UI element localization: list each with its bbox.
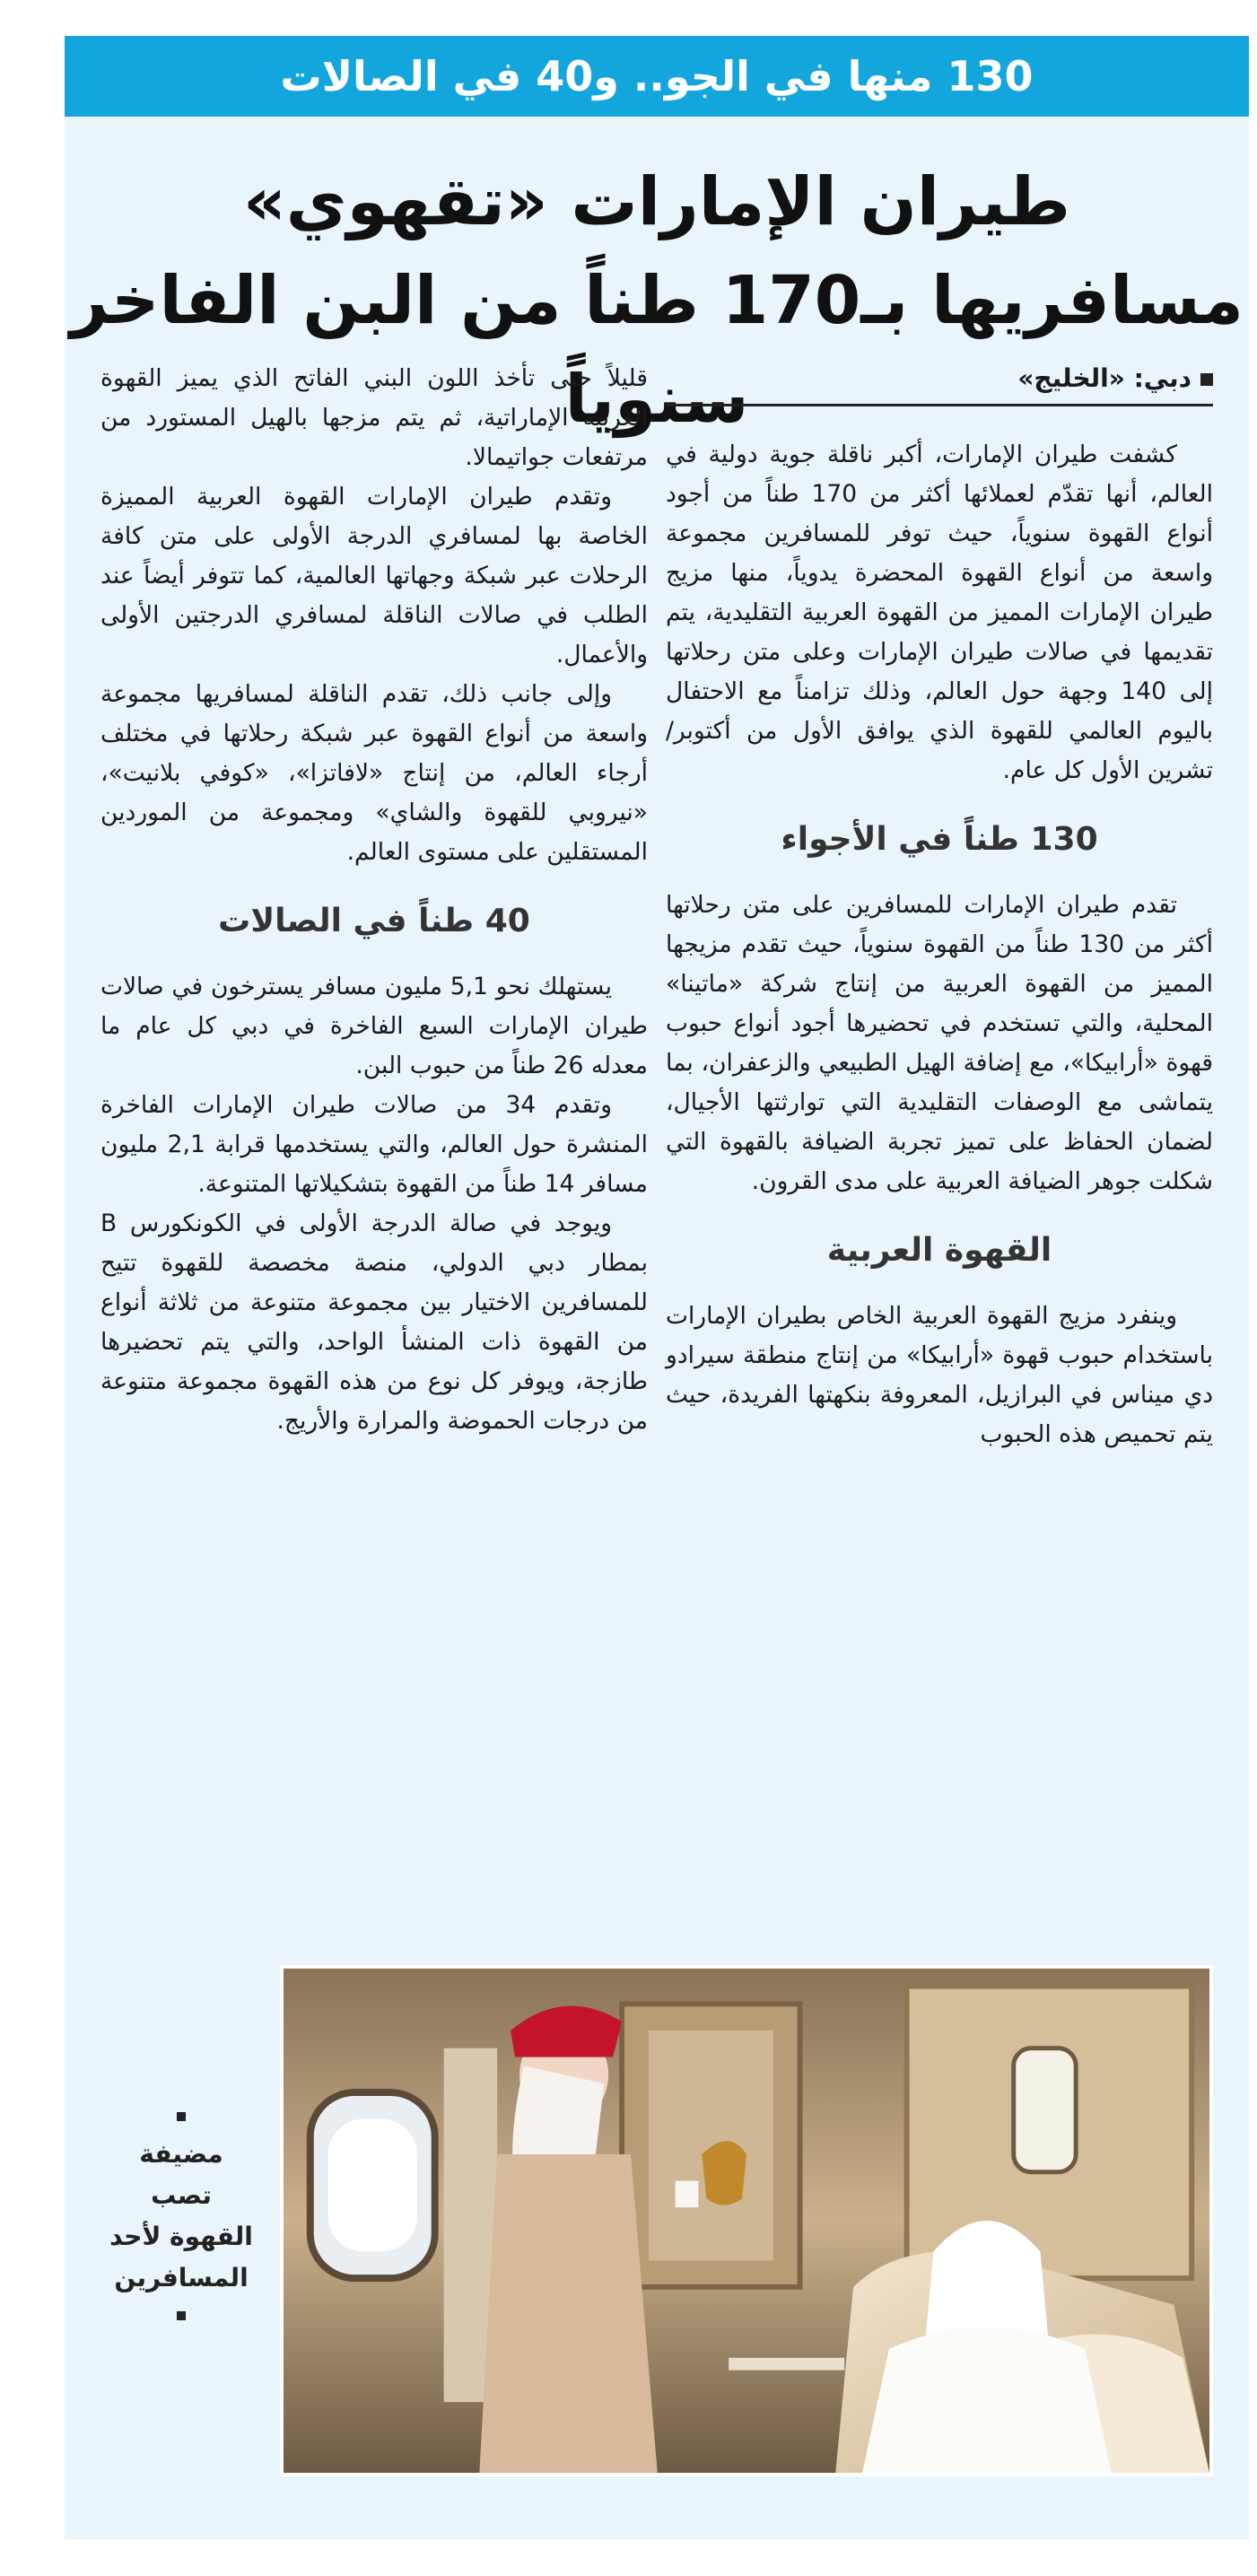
cabin-photo-illustration xyxy=(284,1969,1209,2473)
headline-line-1: طيران الإمارات «تقهوي» xyxy=(242,163,1071,240)
subheading: 130 طناً في الأجواء xyxy=(781,821,1098,858)
caption-line: القهوة لأحد xyxy=(109,2222,253,2251)
subheading: القهوة العربية xyxy=(826,1232,1052,1269)
bullet-icon xyxy=(177,2112,186,2121)
paragraph: وتقدم 34 من صالات طيران الإمارات الفاخرة المنشرة حول العالم، والتي يستخدمها قرابة 2,1 مليون مسافر 14 طناً من القهوة بتشكيلاتها المتنوعة. xyxy=(100,1091,648,1198)
paragraph: وينفرد مزيج القهوة العربية الخاص بطيران الإمارات باستخدام حبوب قهوة «أرابيكا» من إنتاج منطقة سيرادو دي ميناس في البرازيل، المعروفة بنكهتها الفريدة، حيث يتم تحميص هذه الحبوب xyxy=(666,1302,1213,1448)
paragraph: وتقدم طيران الإمارات القهوة العربية المميزة الخاصة بها لمسافري الدرجة الأولى على متن كافة الرحلات عبر شبكة وجهاتها العالمية، كما تتوفر أيضاً عند الطلب في صالات الناقلة لمسافري الدرجتين الأولى والأعمال. xyxy=(100,483,648,668)
headline-line-2: مسافريها بـ170 طناً من البن الفاخر سنوياً xyxy=(70,262,1244,438)
caption-line: المسافرين xyxy=(114,2263,249,2292)
caption-line: مضيفة xyxy=(139,2139,223,2169)
paragraph: قليلاً حتى تأخذ اللون البني الفاتح الذي يميز القهوة العربية الإماراتية، ثم يتم مزجها بالهيل المستورد من مرتفعات جواتيمالا. xyxy=(100,364,648,471)
bullet-icon xyxy=(177,2311,186,2320)
top-banner: 130 منها في الجو.. و40 في الصالات xyxy=(65,36,1249,117)
byline xyxy=(666,359,1213,406)
article-photo xyxy=(280,1965,1213,2476)
paragraph: تقدم طيران الإمارات للمسافرين على متن رحلاتها أكثر من 130 طناً من القهوة سنوياً، حيث تقدم مزيجها المميز من القهوة العربية من إنتاج شركة «ماتينا» المحلية، والتي تستخدم في تحضيرها أجود أنواع حبوب قهوة «أرابيكا»، مع إضافة الهيل الطبيعي والزعفران، بما يتماشى مع الوصفات التقليدية التي توارثتها الأجيال، لضمان الحفاظ على تميز تجربة الضيافة بالقهوة التي شكلت جوهر الضيافة العربية على مدى القرون. xyxy=(666,891,1213,1195)
right-column xyxy=(666,359,1213,1454)
caption-line: تصب xyxy=(151,2180,212,2210)
article-page xyxy=(65,36,1249,2539)
paragraph: يستهلك نحو 5,1 مليون مسافر يسترخون في صالات طيران الإمارات السبع الفاخرة في دبي كل عام ما معدله 26 طناً من حبوب البن. xyxy=(100,973,648,1079)
left-column xyxy=(100,359,648,1441)
bullet-square-icon xyxy=(1200,373,1213,386)
byline-text: دبي: «الخليج» xyxy=(1017,363,1192,393)
paragraph: كشفت طيران الإمارات، أكبر ناقلة جوية دولية في العالم، أنها تقدّم لعملائها أكثر من 170 طناً من أجود أنواع القهوة سنوياً، حيث توفر للمسافرين مجموعة واسعة من أنواع القهوة المحضرة يدوياً، منها مزيج طيران الإمارات المميز من القهوة العربية التقليدية، يتم تقديمها في صالات طيران الإمارات وعلى متن رحلاتها إلى 140 وجهة حول العالم، وذلك تزامناً مع الاحتفال باليوم العالمي للقهوة الذي يوافق الأول من أكتوبر/تشرين الأول كل عام. xyxy=(666,441,1213,784)
photo-caption xyxy=(100,2100,262,2333)
subheading: 40 طناً في الصالات xyxy=(218,903,530,939)
paragraph: ويوجد في صالة الدرجة الأولى في الكونكورس B بمطار دبي الدولي، منصة مخصصة للقهوة تتيح للمسافرين الاختيار بين مجموعة متنوعة من ثلاثة أنواع من القهوة ذات المنشأ الواحد، والتي يتم تحضيرها طازجة، ويوفر كل نوع من هذه القهوة مجموعة متنوعة من درجات الحموضة والمرارة والأريج. xyxy=(100,1209,648,1435)
paragraph: وإلى جانب ذلك، تقدم الناقلة لمسافريها مجموعة واسعة من أنواع القهوة عبر شبكة رحلاتها في مختلف أرجاء العالم، من إنتاج «لافاتزا»، «كوفي بلانيت»، «نيروبي للقهوة والشاي» ومجموعة من الموردين المستقلين على مستوى العالم. xyxy=(100,680,648,866)
